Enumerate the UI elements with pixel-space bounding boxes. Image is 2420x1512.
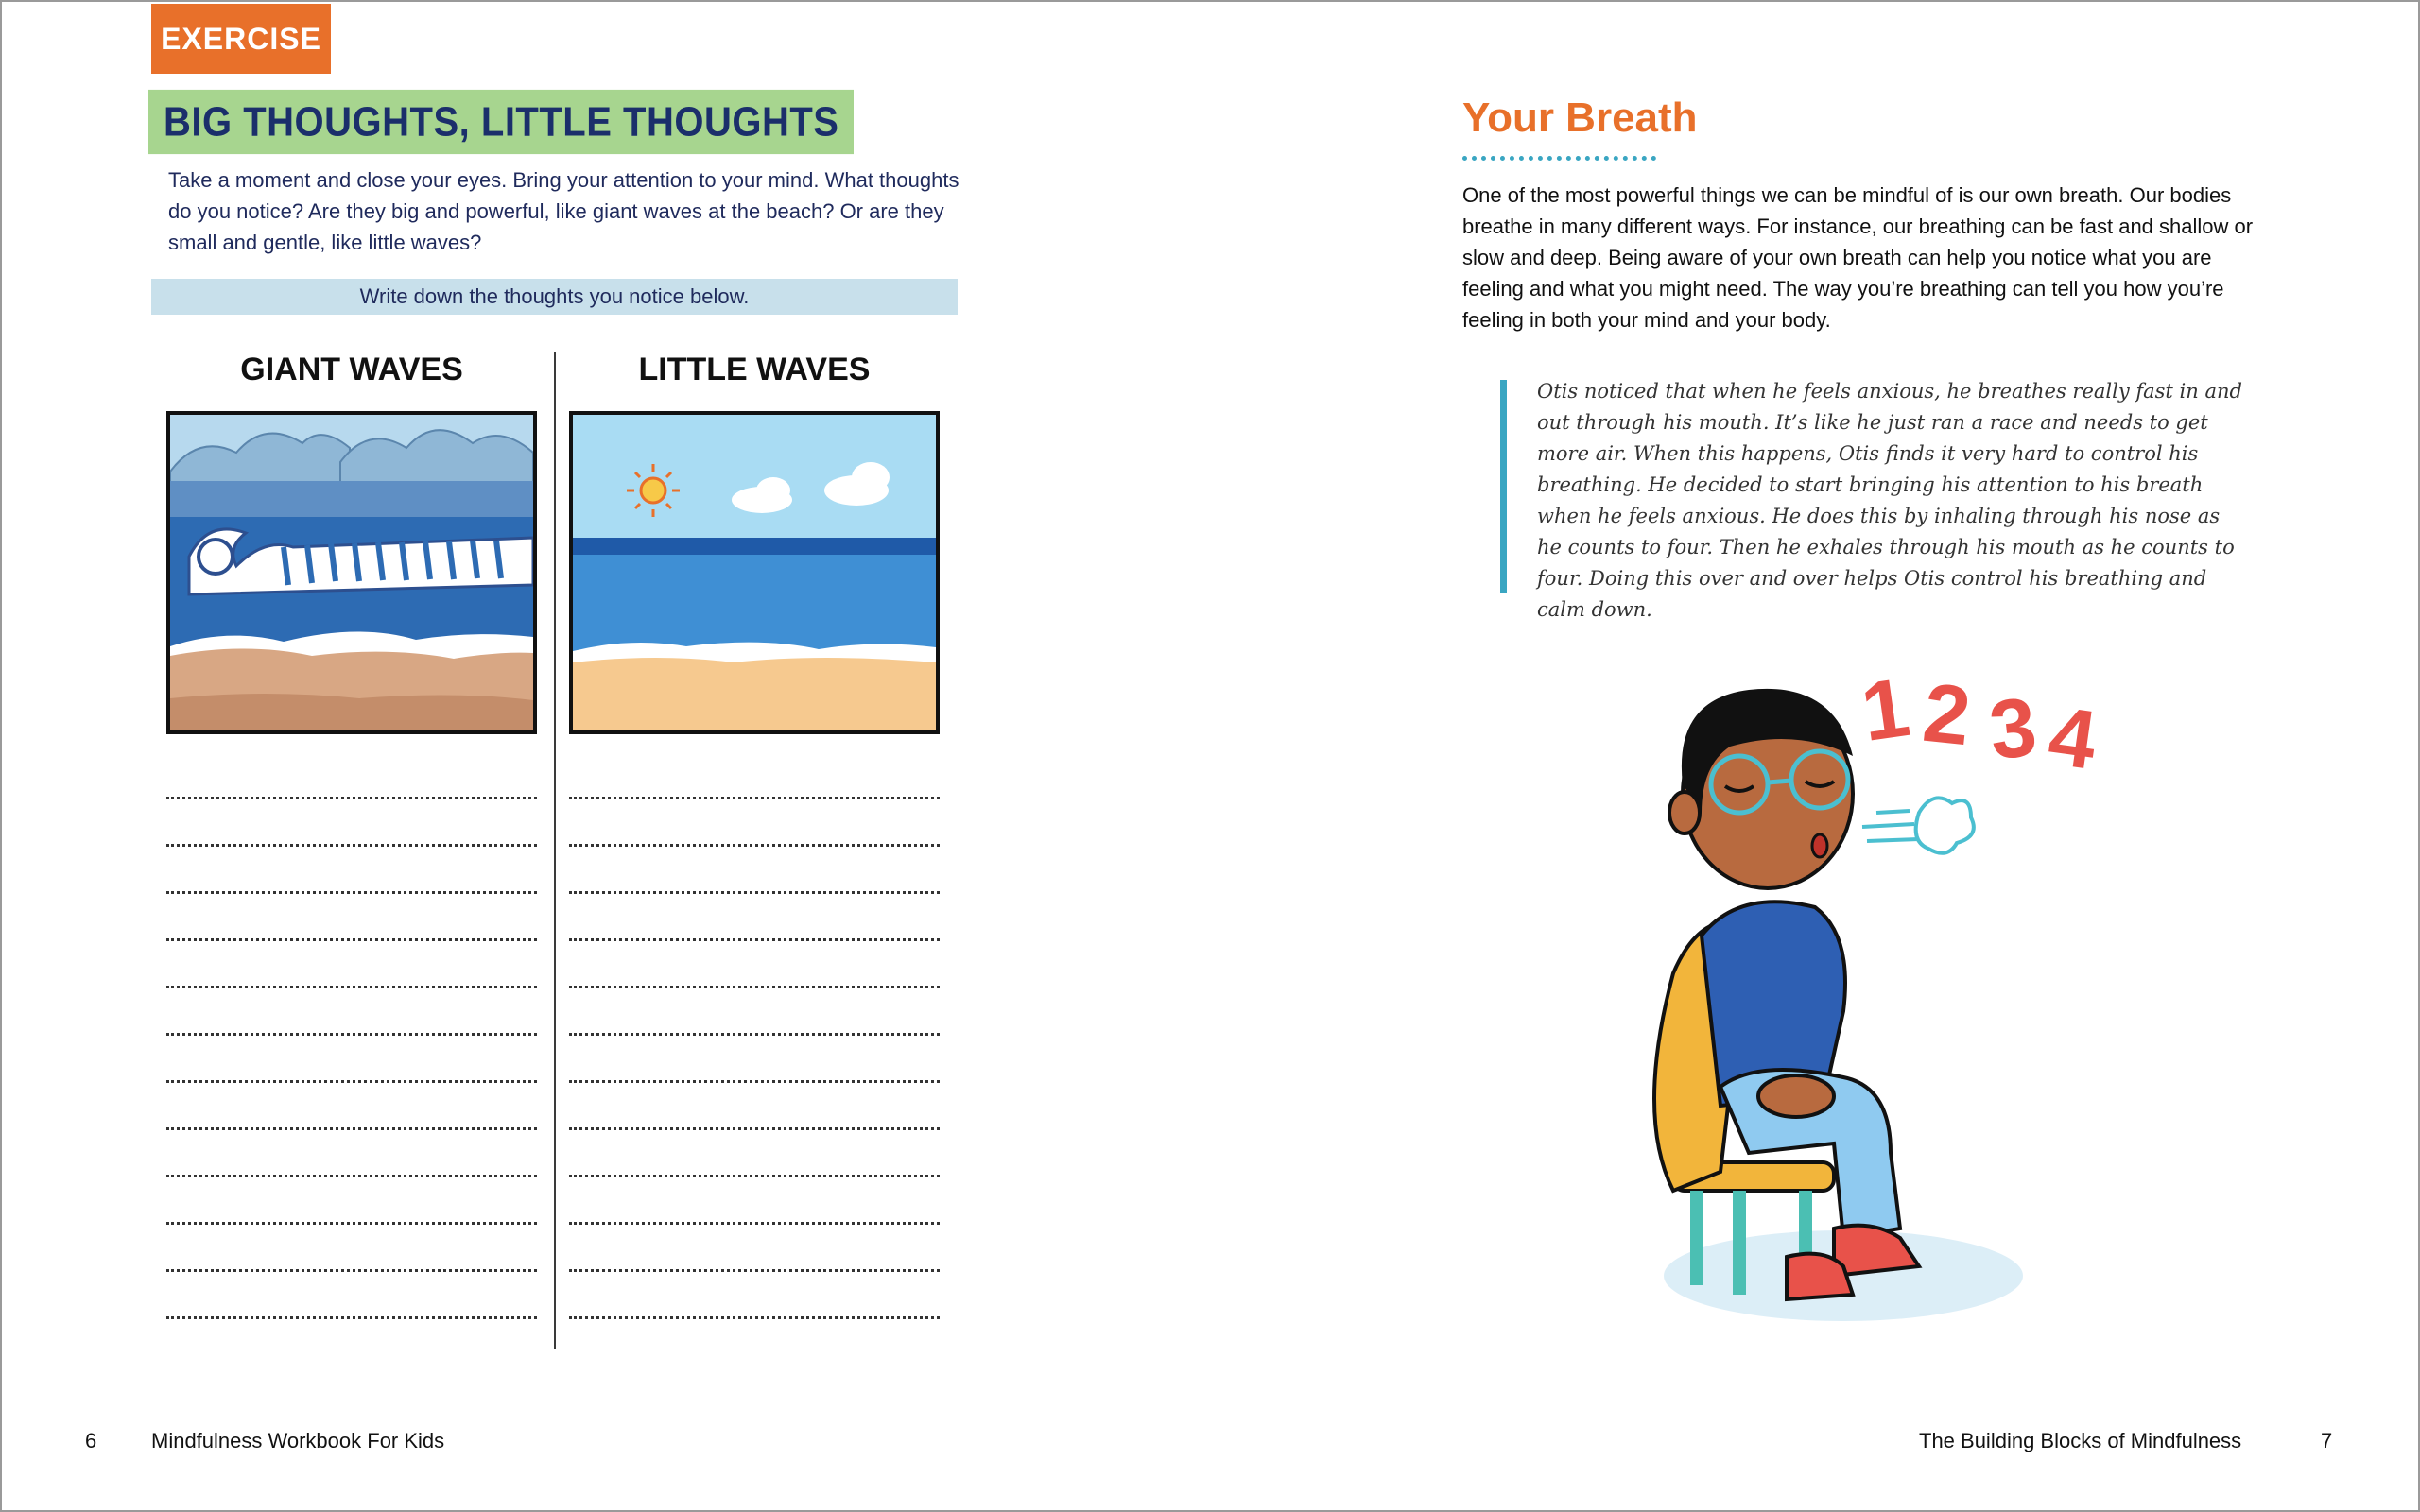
writing-line[interactable] (569, 1175, 940, 1177)
count-two: 2 (1919, 664, 1976, 764)
writing-line[interactable] (166, 797, 537, 799)
writing-line[interactable] (569, 986, 940, 988)
otis-story-quote: Otis noticed that when he feels anxious, he breathes really fast in and out through his mouth. It’s like he just ran a race and needs to get more air. When this happens, Otis finds it very hard to control his breathing. He decided to start bringing his attention to his breath when he feels anxious. He does this by inhaling through his nose as he counts to four. Then he exhales through his mouth as he counts to four. Doing this over and over helps Otis control his breathing and calm down. (1537, 380, 2242, 621)
writing-line[interactable] (166, 844, 537, 847)
writing-line[interactable] (569, 1316, 940, 1319)
your-breath-heading: Your Breath (1462, 94, 1698, 141)
writing-line[interactable] (166, 1127, 537, 1130)
writing-line[interactable] (166, 891, 537, 894)
giant-waves-heading: GIANT WAVES (240, 352, 463, 387)
little-waves-illustration (569, 411, 940, 734)
writing-line[interactable] (569, 1033, 940, 1036)
count-numbers (1856, 660, 2102, 787)
little-waves-art (573, 415, 936, 730)
breath-puff-icon (1862, 798, 1974, 852)
right-chapter-title: The Building Blocks of Mindfulness (1919, 1429, 2242, 1452)
count-one: 1 (1856, 660, 1915, 759)
writing-line[interactable] (166, 938, 537, 941)
count-four: 4 (2043, 688, 2102, 787)
writing-line[interactable] (166, 1222, 537, 1225)
little-waves-lines (569, 797, 940, 1319)
giant-waves-lines (166, 797, 537, 1319)
heading-dotted-rule (1462, 156, 1656, 161)
left-book-title: Mindfulness Workbook For Kids (151, 1429, 445, 1452)
writing-line[interactable] (166, 1080, 537, 1083)
left-page-number: 6 (85, 1429, 97, 1452)
little-waves-heading: LITTLE WAVES (638, 352, 871, 387)
exercise-title: BIG THOUGHTS, LITTLE THOUGHTS (148, 90, 854, 154)
writing-line[interactable] (569, 938, 940, 941)
exercise-tag: EXERCISE (151, 4, 331, 74)
instruction-bar: Write down the thoughts you notice below. (151, 279, 958, 315)
quote-accent-bar (1500, 380, 1507, 593)
column-divider (554, 352, 556, 1349)
your-breath-body: One of the most powerful things we can be mindful of is our own breath. Our bodies breathe in many different ways. For instance, our breathing can be fast and shallow or slow and deep. Being aware of your own breath can help you notice what you are feeling and what you might need. The way you’re breathing can tell you how you’re feeling in both your mind and your body. (1462, 183, 2254, 332)
writing-line[interactable] (569, 1269, 940, 1272)
writing-line[interactable] (569, 1222, 940, 1225)
writing-line[interactable] (569, 1080, 940, 1083)
writing-line[interactable] (166, 1033, 537, 1036)
exercise-intro: Take a moment and close your eyes. Bring your attention to your mind. What thoughts do you notice? Are they big and powerful, like giant waves at the beach? Or are they small and gentle, like little waves? (168, 168, 959, 254)
count-three: 3 (1984, 679, 2041, 778)
right-page-number: 7 (2321, 1429, 2333, 1452)
writing-line[interactable] (569, 891, 940, 894)
writing-line[interactable] (166, 1175, 537, 1177)
giant-waves-art (170, 415, 533, 730)
writing-line[interactable] (166, 986, 537, 988)
writing-line[interactable] (166, 1269, 537, 1272)
giant-waves-illustration (166, 411, 537, 734)
writing-line[interactable] (569, 797, 940, 799)
writing-line[interactable] (569, 1127, 940, 1130)
writing-line[interactable] (569, 844, 940, 847)
writing-line[interactable] (166, 1316, 537, 1319)
boy-breathing-illustration (1607, 660, 2102, 1332)
